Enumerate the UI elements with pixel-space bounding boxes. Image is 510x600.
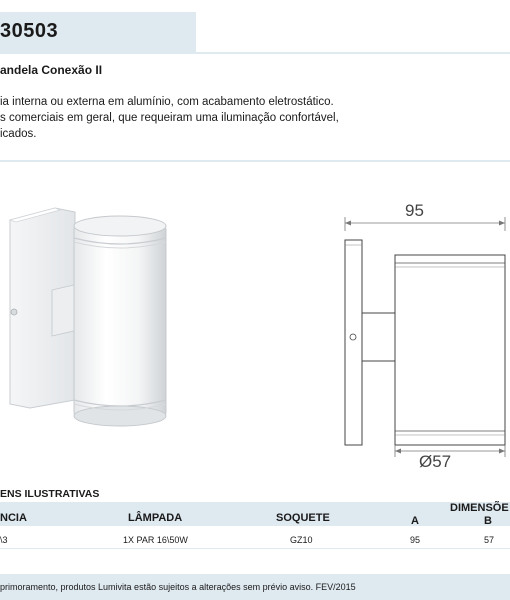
description-line: ia interna ou externa em alumínio, com acabamento eletrostático. (0, 96, 334, 108)
table-cell-reference: \3 (0, 535, 8, 545)
table-cell-lampada: 1X PAR 16\50W (123, 535, 188, 545)
product-code: 30503 (0, 20, 59, 42)
table-header-soquete: SOQUETE (276, 512, 330, 524)
product-name: andela Conexão II (0, 63, 103, 77)
table-header-dimensoes: DIMENSÕE (450, 502, 509, 514)
header-divider (196, 52, 510, 54)
table-header-b: B (484, 515, 492, 527)
product-photo (0, 190, 180, 450)
section-divider (0, 160, 510, 162)
table-cell-soquete: GZ10 (290, 535, 313, 545)
table-cell-a: 95 (410, 535, 421, 545)
illustrative-images-note: ENS ILUSTRATIVAS (0, 488, 100, 500)
footer-disclaimer: primoramento, produtos Lumivita estão sujeitos a alterações sem prévio aviso. FEV/2015 (0, 582, 356, 592)
description-line: s comerciais em geral, que requeiram uma iluminação confortável, (0, 112, 339, 124)
technical-drawing (330, 195, 510, 475)
dimension-width-label: 95 (405, 201, 424, 220)
dimension-diameter-label: Ø57 (419, 452, 452, 471)
product-description (0, 94, 510, 142)
description-line: icados. (0, 128, 37, 140)
table-cell-b: 57 (484, 535, 495, 545)
table-header-a: A (411, 515, 419, 527)
table-header-band (0, 502, 510, 526)
table-header-lampada: LÂMPADA (128, 512, 183, 524)
table-header-reference: NCIA (0, 512, 27, 524)
table-row-divider (0, 548, 510, 549)
